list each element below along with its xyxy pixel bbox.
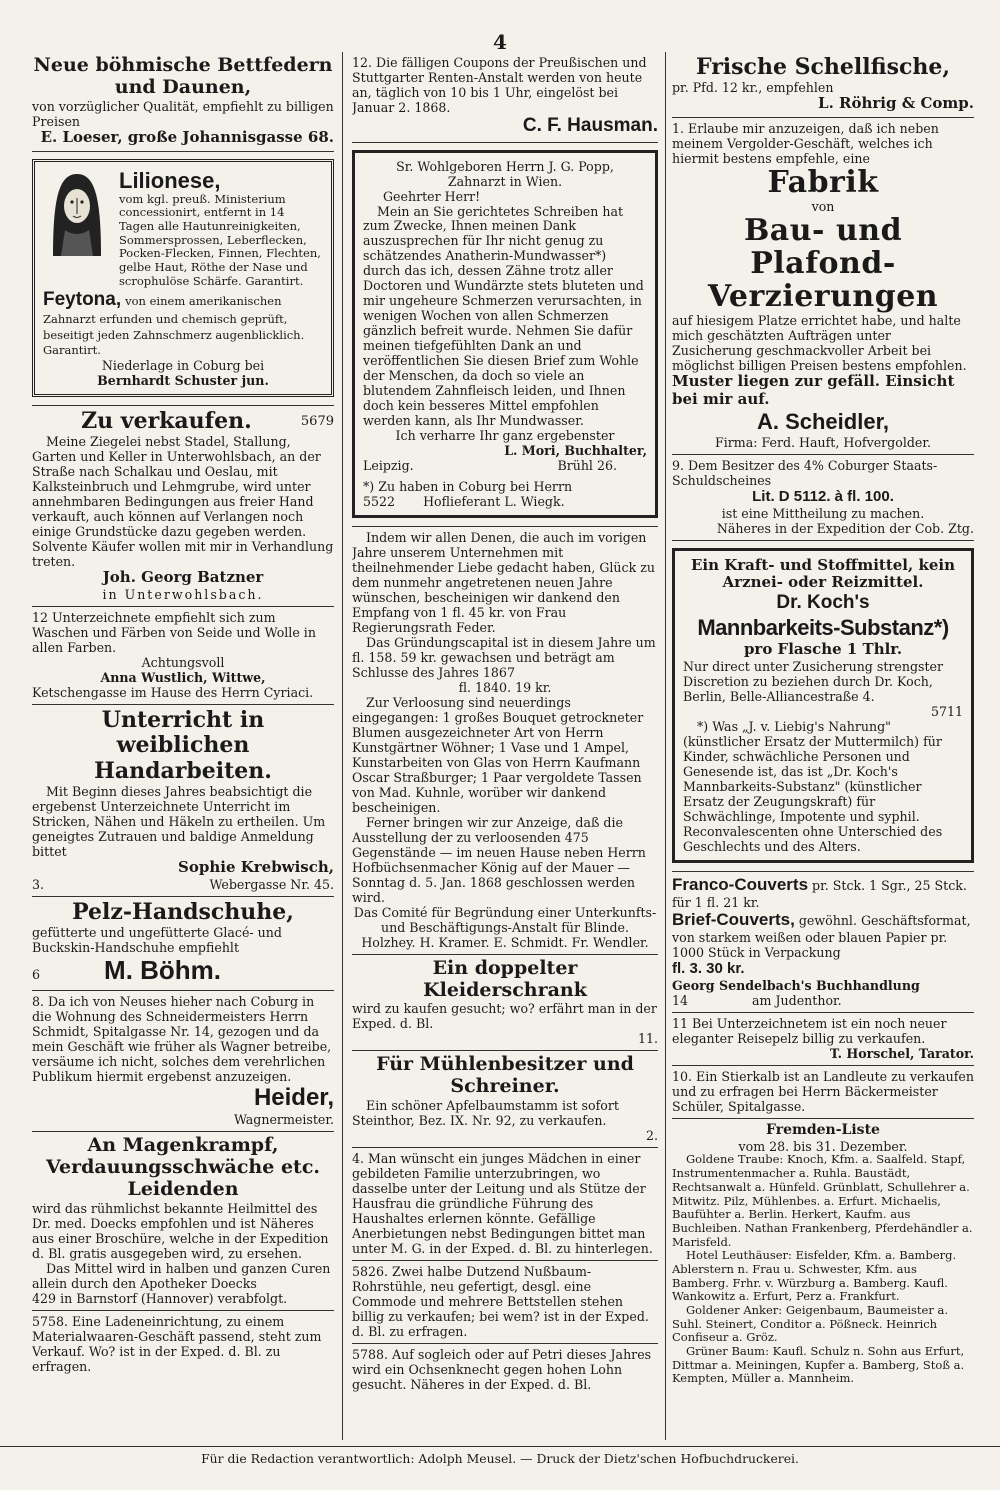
ad-signer: Anna Wustlich, Wittwe, (100, 670, 266, 686)
ad-price: pro Flasche 1 Thlr. (743, 640, 903, 659)
ad-title: Zu verkaufen. (81, 408, 252, 435)
ad-body: von einem amerikanischen Zahnarzt erfunden und chemisch geprüft, beseitigt jeden Zahnschmerz augenblicklich. Garantirt. (43, 293, 305, 358)
ad-body: in Barnstorf (Hannover) verabfolgt. (60, 1290, 288, 1306)
ad-bettfedern (32, 52, 334, 152)
ad-signer: Sophie Krebwisch, (178, 857, 334, 876)
ad-reisepelz (672, 1013, 974, 1066)
ad-kleiderschrank (352, 955, 658, 1052)
ad-schellfische (672, 52, 974, 118)
ad-greeting: Achtungsvoll (141, 655, 225, 671)
ad-signer: Joh. Georg Batzner (102, 568, 264, 587)
ad-title: Brief-Couverts, (672, 909, 795, 929)
ad-address: am Judenthor. (752, 992, 842, 1008)
ad-popp (352, 143, 658, 528)
ad-title: Fabrik (767, 165, 879, 201)
ad-signers: Holzhey. H. Kramer. E. Schmidt. Fr. Wendler. (361, 934, 649, 950)
ad-heider (32, 991, 334, 1132)
ad-body: ist eine Mittheilung zu machen. (721, 505, 925, 521)
ad-title: An Magenkrampf, Verdauungsschwäche etc. Leidenden (46, 1134, 320, 1200)
column-rule (665, 52, 666, 1440)
ad-body: Das Comité für Begründung einer Unterkunfts- und Beschäftigungs-Anstalt für Blinde. (353, 904, 657, 935)
column-middle (352, 52, 658, 1440)
ad-body: Näheres in der Expedition der Cob. Ztg. (716, 520, 974, 536)
ad-number: 5711 (930, 703, 963, 719)
ad-title: Frische Schellfische, (695, 54, 951, 80)
ad-subtitle: Feytona, (43, 288, 122, 310)
ad-place: Leipzig. (363, 458, 414, 474)
column-left (32, 52, 334, 1440)
ad-couverts (672, 872, 974, 1013)
ad-number: 3. (32, 876, 45, 892)
ad-waschen (32, 607, 334, 705)
ad-body: 1. Erlaube mir anzuzeigen, daß ich neben meinem Vergolder-Geschäft, welches ich hiermit bestens empfehle, eine (672, 121, 939, 167)
ad-maedchen (352, 1148, 658, 1261)
ad-body: Hotel Leuthäuser: Eisfelder, Kfm. a. Bamberg. Ablerstern n. Frau u. Schwester, Kfm. aus Bamberg. Frhr. v. Würzburg a. Bamberg. Kaufl. Wankowitz a. Erfurt, Perz a. Frankfurt. (672, 1248, 957, 1304)
ad-body: von vorzüglicher Qualität, empfiehlt zu billigen Preisen (32, 98, 334, 129)
ad-signer: C. F. Hausman. (522, 114, 658, 136)
ad-title: Mannbarkeits-Substanz*) (697, 614, 949, 640)
ad-title: Bau- und Plafond-Verzierungen (707, 213, 939, 315)
ad-body: 11 Bei Unterzeichnetem ist ein noch neuer eleganter Reisepelz billig zu verkaufen. (672, 1015, 947, 1046)
ad-number: 14 (672, 992, 689, 1008)
ad-body: Ein schöner Apfelbaumstamm ist sofort Steinthor, Bez. IX. Nr. 92, zu verkaufen. (352, 1098, 619, 1129)
ad-signer: A. Scheidler, (756, 408, 890, 434)
ad-note: Hoflieferant L. Wiegk. (423, 494, 565, 510)
ad-note: *) Was „J. v. Liebig's Nahrung" (künstlicher Ersatz der Muttermilch) für Kinder, schwächliche Personen und Genesende ist, das ist „Dr. Koch's Mannbarkeits-Substanz" (künstlicher Ersatz der Zeugungskraft) für Schwächlinge, Impotente und syphil. Reconvalescenten ohne Unterschied des Geschlechts und des Alters. (683, 718, 943, 854)
ad-body: Ferner bringen wir zur Anzeige, daß die Ausstellung der zu verloosenden 475 Gegenstände — im neuen Hause neben Herrn Hofbüchsenmacher König auf der Mauer — Sonntag d. 5. Jan. 1868 geschlossen werden wird. (352, 814, 646, 905)
ad-number: 6 (32, 966, 41, 982)
ad-coupons (352, 52, 658, 143)
portrait-image (43, 168, 111, 256)
ad-price: fl. 3. 30 kr. (672, 960, 745, 978)
ad-muster: Muster liegen zur gefäll. Einsicht bei mir auf. (672, 372, 955, 408)
ad-role: Wagnermeister. (233, 1112, 334, 1128)
ad-muehlenbesitzer (352, 1051, 658, 1148)
ad-pelz (32, 897, 334, 991)
ad-body: Mein an Sie gerichtetes Schreiben hat zum Zwecke, Ihnen meinen Dank auszusprechen für Ihr nicht genug zu schätzendes Anatherin-Mundwasser*) durch das ich, dessen Zähne trotz aller Doctoren und Wundärzte stets bluteten und mir ungeheure Schmerzen verursachten, in wenigen Wochen von allen Schmerzen gänzlich befreit wurde. Nehmen Sie dafür meinen tiefgefühlten Dank an und veröffentlichen Sie diesen Brief zum Wohle der Menschen, da doch so viele an blutendem Zahnfleisch leiden, und Ihnen doch kein besseres Mittel empfohlen werden kann, als Ihr Mundwasser. (363, 203, 644, 429)
ad-address: Ketschengasse im Hause des Herrn Cyriaci. (32, 685, 314, 700)
ad-koch (672, 541, 974, 872)
ad-role: Zahnarzt in Wien. (447, 173, 563, 189)
ad-signer: T. Horschel, Tarator. (829, 1045, 974, 1061)
ad-body: Das Gründungscapital ist in diesem Jahre um fl. 158. 59 kr. gewachsen und beträgt am Schlusse des Jahres 1867 (352, 635, 656, 681)
ad-body: 4. Man wünscht ein junges Mädchen in einer gebildeten Familie unterzubringen, wo dasselbe unter der Leitung und als Stütze der Hausfrau die gründliche Führung des Haushaltes erlernen könnte. Gefällige Anerbietungen nebst Bedingungen bittet man unter M. G. in der Exped. d. Bl. zu hinterlegen. (352, 1151, 653, 1256)
ad-title: Für Mühlenbesitzer und Schreiner. (376, 1053, 634, 1098)
ad-place: in Unterwohlsbach. (102, 587, 264, 603)
ad-laden (32, 1311, 334, 1378)
ad-verkaufen (32, 406, 334, 607)
ad-signer: L. Mori, Buchhalter, (504, 443, 647, 459)
page-number: 4 (493, 30, 507, 54)
ad-title: Fremden-Liste (766, 1121, 880, 1138)
ad-body: 9. Dem Besitzer des 4% Coburger Staats-Schuldscheines (672, 457, 938, 488)
ad-stierkalb (672, 1066, 974, 1119)
ad-body: 10. Ein Stierkalb ist an Landleute zu verkaufen und zu erfragen bei Herrn Bäckermeister Schüler, Spitalgasse. (672, 1068, 974, 1114)
ad-body: Goldene Traube: Knoch, Kfm. a. Saalfeld. Stapf, Instrumentenmacher a. Ruhla. Baustädt, Rechtsanwalt a. Hünfeld. Grünblatt, Schullehrer a. Mitwitz. Pilz, Mühlenbes. a. Erfurt. Michaelis, Baufühter a. Berlin. Herkert, Kaufm. aus Buchleiben. Nathan Frankenberg, Pferdehändler a. Marisfeld. (672, 1152, 973, 1249)
ad-address: Brühl 26. (557, 458, 617, 474)
ad-subtitle: von (811, 199, 835, 215)
ad-magenkrampf (32, 1132, 334, 1310)
ad-address: Webergasse Nr. 45. (209, 876, 334, 892)
ad-signer: L. Röhrig & Comp. (818, 94, 974, 113)
ad-body: 12 Unterzeichnete empfiehlt sich zum Waschen und Färben von Seide und Wolle in allen Farben. (32, 610, 316, 656)
ad-number: 5679 (300, 414, 334, 430)
ad-signer: Bernhardt Schuster jun. (97, 373, 269, 389)
ad-ochsenknecht (352, 1344, 658, 1396)
ad-number: 5522 (363, 494, 396, 510)
ad-sum: fl. 1840. 19 kr. (458, 680, 552, 696)
column-right (672, 52, 974, 1440)
ad-body: vom kgl. preuß. Ministerium concessionirt, entfernt in 14 Tagen alle Hautunreinigkeiten, Sommersprossen, Leberflecken, Pocken-Flecken, Finnen, Flechten, gelbe Haut, Röthe der Nase und scrophulöse Schärfe. Garantirt. (119, 191, 321, 288)
ad-body: 5826. Zwei halbe Dutzend Nußbaum-Rohrstühle, neu gefertigt, desgl. eine Commode und mehrere Bettstellen stehen billig zu verkaufen; bei wem? ist in der Exped. d. Bl. zu erfragen. (352, 1263, 649, 1339)
ad-body: Grüner Baum: Kaufl. Schulz n. Sohn aus Erfurt, Dittmar a. Meiningen, Kupfer a. Bamberg, Stoß a. Kempten, Müller a. Mannheim. (672, 1343, 965, 1386)
ad-lit: Lit. D 5112. à fl. 100. (752, 487, 894, 505)
ad-handarbeiten (32, 705, 334, 897)
ad-number: 2. (645, 1128, 658, 1144)
ad-addressee: Sr. Wohlgeboren Herrn J. G. Popp, (396, 158, 614, 174)
ad-body: Meine Ziegelei nebst Stadel, Stallung, Garten und Keller in Unterwohlsbach, an der Straße nach Schalkau und Oeslau, mit Kalksteinbruch und Lehmgrube, wird unter annehmbaren Bedingungen aus freier Hand verkauft, auch können auf Verlangen noch einige Grundstücke dazu gegeben werden. Solvente Käufer wollen mit mir in Verhandlung treten. (32, 434, 334, 570)
ad-body: pr. Pfd. 12 kr., empfehlen (672, 80, 834, 96)
ad-head: Ein Kraft- und Stoffmittel, kein Arznei- oder Reizmittel. (690, 555, 955, 592)
ad-body: pr. Stck. 1 Sgr., 25 Stck. für 1 fl. 21 kr. (672, 877, 967, 910)
ad-title: Ein doppelter Kleiderschrank (423, 956, 587, 1001)
ad-frame (672, 548, 974, 863)
ad-fremdenliste (672, 1119, 974, 1390)
ad-title: Unterricht in weiblichen Handarbeiten. (94, 706, 272, 784)
ad-number: 429 (32, 1290, 57, 1306)
ad-title: Franco-Couverts (672, 874, 809, 894)
ad-title: Lilionese, (119, 167, 221, 193)
ad-date: Januar 2. 1868. (352, 99, 451, 115)
ad-name: Dr. Koch's (776, 592, 870, 614)
ad-body: wird das rühmlichst bekannte Heilmittel des Dr. med. Doecks empfohlen und ist Näheres aus einer Broschüre, welche in der Expedition d. Bl. gratis ausgegeben wird, zu ersehen. (32, 1200, 329, 1261)
ad-body: Das Mittel wird in halben und ganzen Curen allein durch den Apotheker Doecks (32, 1260, 331, 1291)
ad-signer: Georg Sendelbach's Buchhandlung (672, 977, 920, 993)
ad-blinden-verein (352, 527, 658, 955)
ad-body: Zur Verloosung sind neuerdings eingegangen: 1 großes Bouquet getrockneter Blumen ausgezeichneter Art von Herrn Kunstgärtner Wöhner; 1 Vase und 1 Ampel, Kunstarbeiten von Glas von Herrn Kaufmann Oscar Straßburger; 1 Paar vergoldete Tassen von Mad. Kuhnle, worüber wir dankend bescheinigen. (352, 695, 644, 815)
ad-depot: Niederlage in Coburg bei (101, 358, 265, 374)
ad-note: *) Zu haben in Coburg bei Herrn (363, 479, 573, 495)
ad-dates: vom 28. bis 31. Dezember. (738, 1138, 908, 1154)
column-rule (342, 52, 343, 1440)
ad-body: Nur direct unter Zusicherung strengster Discretion zu beziehen durch Dr. Koch, Berlin, Belle-Alliancestraße 4. (683, 658, 944, 704)
ad-body: Mit Beginn dieses Jahres beabsichtigt die ergebenst Unterzeichnete Unterricht im Stricken, Nähen und Häkeln zu ertheilen. Um geneigtes Zutrauen und baldige Anmeldung bittet (32, 783, 326, 859)
ad-body: 8. Da ich von Neuses hieher nach Coburg in die Wohnung des Schneidermeisters Herrn Schmidt, Spitalgasse Nr. 14, gezogen und da mein Geschäft wie früher als Wagner betreibe, versäume ich nicht, solches dem verehrlichen Publikum hiermit ergebenst anzuzeigen. (32, 993, 332, 1084)
ad-title: Neue böhmische Bettfedern und Daunen, (33, 54, 333, 98)
ad-body: 5788. Auf sogleich oder auf Petri dieses Jahres wird ein Ochsenknecht gegen hohen Lohn gesucht. Näheres in der Exped. d. Bl. (352, 1346, 652, 1392)
ad-body: auf hiesigem Platze errichtet habe, und halte mich geschätzten Aufträgen unter Zusicherung geschmackvoller Arbeit bei möglichst billigen Preisen bestens empfohlen. (672, 313, 967, 374)
ad-frame (32, 159, 334, 398)
ad-firm: Firma: Ferd. Hauft, Hofvergolder. (714, 434, 932, 450)
ad-frame (352, 150, 658, 519)
ad-nussbaum (352, 1261, 658, 1344)
ad-signer: E. Loeser, große Johannisgasse 68. (40, 127, 334, 146)
ad-close: Ich verharre Ihr ganz ergebenster (395, 428, 615, 444)
ad-body: Goldener Anker: Geigenbaum, Baumeister a. Suhl. Steinert, Conditor a. Pößneck. Heinrich Confiseur a. Gröz. (672, 1302, 949, 1345)
ad-body: 5758. Eine Ladeneinrichtung, zu einem Materialwaaren-Geschäft passend, steht zum Verkauf. Wo? ist in der Exped. d. Bl. zu erfragen. (32, 1313, 322, 1374)
ad-salute: Geehrter Herr! (383, 188, 481, 204)
ad-lilionese (32, 152, 334, 407)
ad-body: 12. Die fälligen Coupons der Preußischen und Stuttgarter Renten-Anstalt werden von heute an, täglich von 10 bis 1 Uhr, eingelöst bei (352, 55, 647, 100)
ad-schuldschein (672, 455, 974, 541)
ad-signer: M. Böhm. (104, 954, 222, 985)
ad-body: gefütterte und ungefütterte Glacé- und Buckskin-Handschuhe empfiehlt (32, 924, 282, 955)
ad-number: 11. (637, 1031, 658, 1047)
ad-body: Indem wir allen Denen, die auch im vorigen Jahre unserem Unternehmen mit theilnehmender Liebe gedacht haben, Glück zu dem nunmehr angetretenen neuen Jahre wünschen, bescheinigen wir dankend den Empfang von 1 fl. 45 kr. von Frau Regierungsrath Feder. (352, 530, 655, 636)
ad-body: gewöhnl. Geschäftsformat, von starkem weißen oder blauen Papier pr. 1000 Stück in Verpackung (672, 912, 971, 961)
ad-signer: Heider, (253, 1083, 334, 1111)
ad-body: wird zu kaufen gesucht; wo? erfährt man in der Exped. d. Bl. (352, 1001, 657, 1032)
page-footer: Für die Redaction verantwortlich: Adolph Meusel. — Druck der Dietz'schen Hofbuchdruckerei. (0, 1446, 1000, 1466)
ad-fabrik (672, 118, 974, 455)
ad-title: Pelz-Handschuhe, (72, 898, 294, 925)
